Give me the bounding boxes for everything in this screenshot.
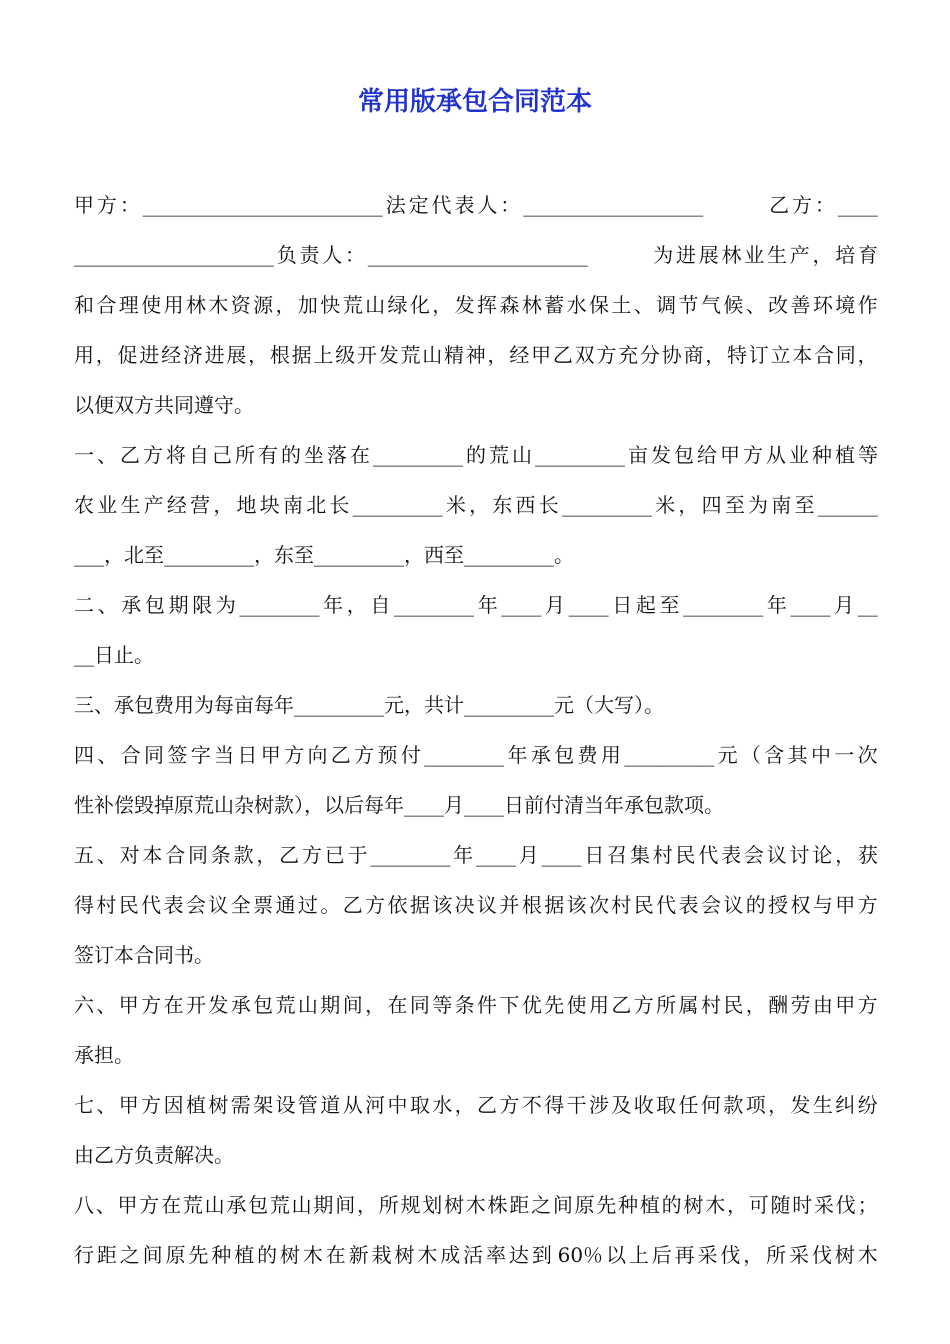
body-line: 农 业 生 产 经 营 ， 地 块 南 北 长 _________ 米 ， 东 西 长 _________ 米 ， 四 至 为 南 至 ______	[74, 493, 878, 517]
body-line: 甲 方 ： ________________________ 法 定 代 表 人 ： __________________ 乙 方 ： ____	[74, 193, 878, 217]
document-title: 常用版承包合同范本	[357, 87, 592, 117]
body-line: 行 距 之 间 原 先 种 植 的 树 木 在 新 栽 树 木 成 活 率 达 到 60％ 以 上 后 再 采 伐 ， 所 采 伐 树 木	[74, 1243, 878, 1267]
body-line: 一 、 乙 方 将 自 己 所 有 的 坐 落 在 _________ 的 荒 山 _________ 亩 发 包 给 甲 方 从 业 种 植 等	[74, 443, 878, 467]
document-body	[74, 180, 878, 1280]
body-line: 五 、 对 本 合 同 条 款 ， 乙 方 已 于 ________ 年 ____ 月 ____ 日 召 集 村 民 代 表 会 议 讨 论 ， 获	[74, 843, 878, 867]
body-line: 二 、 承 包 期 限 为 ________ 年 ， 自 ________ 年 ____ 月 ____ 日 起 至 ________ 年 ____ 月 __	[74, 593, 878, 617]
body-line: 承担。	[74, 1043, 134, 1067]
body-line: 以便双方共同遵守。	[74, 393, 254, 417]
body-line: 得 村 民 代 表 会 议 全 票 通 过 。 乙 方 依 据 该 决 议 并 根 据 该 次 村 民 代 表 会 议 的 授 权 与 甲 方	[74, 893, 878, 917]
body-line: 性补偿毁掉原荒山杂树款），以后每年____月____日前付清当年承包款项。	[74, 793, 724, 817]
body-line: ___，北至_________，东至_________，西至_________。	[74, 543, 574, 567]
body-line: 和 合 理 使 用 林 木 资 源 ， 加 快 荒 山 绿 化 ， 发 挥 森 林 蓄 水 保 土 、 调 节 气 候 、 改 善 环 境 作	[74, 293, 878, 317]
body-line: 四 、 合 同 签 字 当 日 甲 方 向 乙 方 预 付 ________ 年 承 包 费 用 _________ 元 （ 含 其 中 一 次	[74, 743, 878, 767]
body-line: ____________________ 负 责 人 ： ______________________ 为 进 展 林 业 生 产 ， 培 育	[74, 243, 878, 267]
body-line: 八 、 甲 方 在 荒 山 承 包 荒 山 期 间 ， 所 规 划 树 木 株 距 之 间 原 先 种 植 的 树 木 ， 可 随 时 采 伐 ；	[74, 1193, 878, 1217]
body-line: 六 、 甲 方 在 开 发 承 包 荒 山 期 间 ， 在 同 等 条 件 下 优 先 使 用 乙 方 所 属 村 民 ， 酬 劳 由 甲 方	[74, 993, 878, 1017]
body-line: 签订本合同书。	[74, 943, 214, 967]
body-line: __日止。	[74, 643, 154, 667]
body-line: 用 ， 促 进 经 济 进 展 ， 根 据 上 级 开 发 荒 山 精 神 ， 经 甲 乙 双 方 充 分 协 商 ， 特 订 立 本 合 同 ，	[74, 343, 878, 367]
body-line: 七 、 甲 方 因 植 树 需 架 设 管 道 从 河 中 取 水 ， 乙 方 不 得 干 涉 及 收 取 任 何 款 项 ， 发 生 纠 纷	[74, 1093, 878, 1117]
body-line: 三、承包费用为每亩每年_________元，共计_________元（大写）。	[74, 693, 664, 717]
body-line: 由乙方负责解决。	[74, 1143, 234, 1167]
